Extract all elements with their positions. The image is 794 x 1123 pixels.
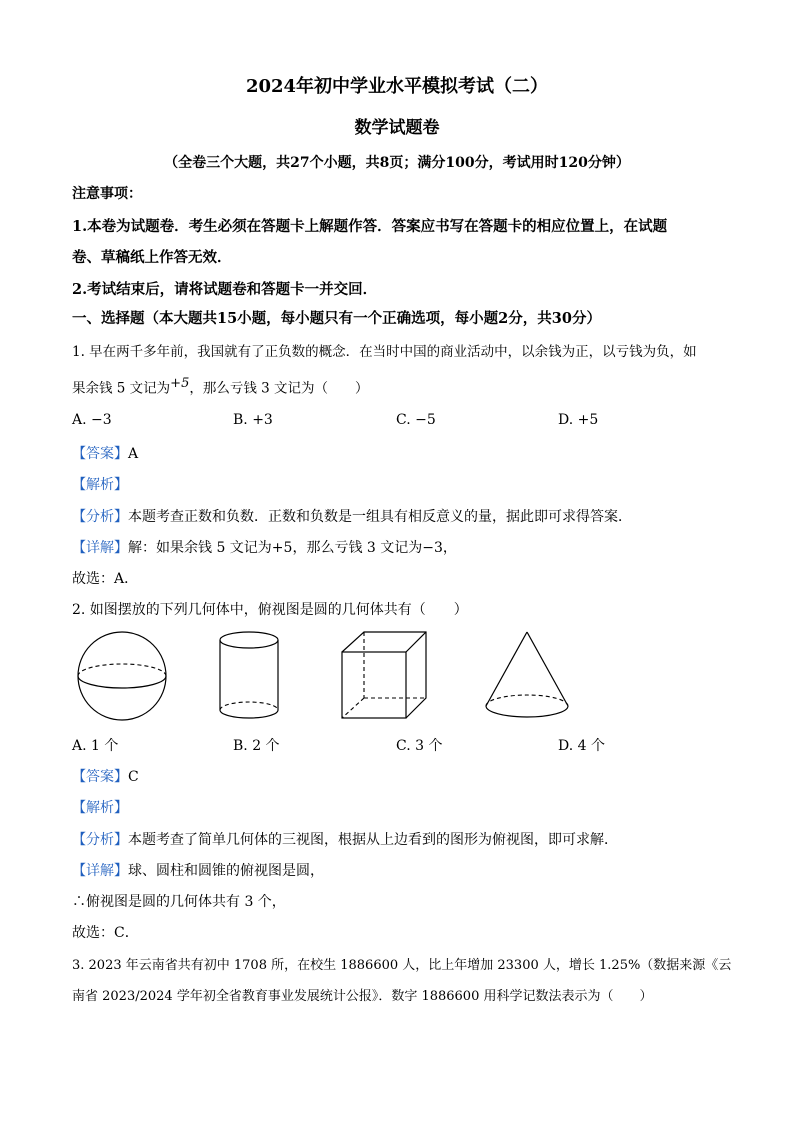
q2-fenxi: [72, 829, 618, 849]
q2-option-c: C. 3 个: [396, 738, 443, 754]
fenxi-tag: 【分析】: [72, 509, 128, 525]
q1-option-d: D. +5: [558, 412, 599, 428]
section-heading: 一、选择题（本大题共15小题，每小题只有一个正确选项，每小题2分，共30分）: [72, 310, 601, 327]
q1-stem-post: ，那么亏钱 3 文记为（ ）: [189, 380, 369, 397]
q1-option-a: A. −3: [72, 412, 112, 428]
q1-option-c: C. −5: [396, 412, 436, 428]
q2-option-d: D. 4 个: [558, 738, 605, 754]
xiangjie-tag: 【详解】: [72, 863, 128, 879]
q2-xiangjie-text: 球、圆柱和圆锥的俯视图是圆，: [128, 863, 324, 879]
notice-item-1-line-1: 1.本卷为试题卷．考生必须在答题卡上解题作答．答案应书写在答题卡的相应位置上，在试题: [72, 218, 668, 235]
page-title: 2024年初中学业水平模拟考试（二）: [245, 76, 549, 97]
q1-fenxi-text: 本题考查正数和负数．正数和负数是一组具有相反意义的量，据此即可求得答案．: [128, 509, 632, 525]
q2-answer: [72, 766, 139, 786]
q3-stem-line-2: 南省 2023/2024 学年初全省教育事业发展统计公报》．数字 1886600 用科学记数法表示为（ ）: [72, 989, 653, 1004]
page-subtitle: 数学试题卷: [354, 118, 440, 138]
q1-conclusion: 故选：A．: [72, 571, 139, 587]
xiangjie-tag: 【详解】: [72, 540, 128, 556]
notice-item-2: 2.考试结束后，请将试题卷和答题卡一并交回．: [72, 281, 378, 298]
q1-answer-value: A: [128, 446, 139, 462]
q1-stem-line-2: [72, 376, 369, 397]
cube-icon: [338, 628, 430, 724]
q2-conclusion: 故选：C．: [72, 925, 139, 941]
q2-fenxi-text: 本题考查了简单几何体的三视图，根据从上边看到的图形为俯视图，即可求解．: [128, 832, 618, 848]
cylinder-icon: [214, 630, 284, 722]
notice-item-1-line-2: 卷、草稿纸上作答无效．: [72, 249, 232, 266]
q2-option-b: B. 2 个: [233, 738, 280, 754]
q1-stem-pre: 果余钱 5 文记为: [72, 380, 171, 397]
q1-option-b: B. +3: [233, 412, 273, 428]
answer-tag: 【答案】: [72, 769, 128, 785]
q1-analysis-tag: 【解析】: [72, 477, 128, 493]
q2-therefore: ∴俯视图是圆的几何体共有 3 个，: [72, 894, 286, 910]
q2-analysis-tag: 【解析】: [72, 800, 128, 816]
q2-xiangjie: [72, 860, 324, 880]
q1-fenxi: [72, 506, 632, 526]
q2-stem: 2. 如图摆放的下列几何体中，俯视图是圆的几何体共有（ ）: [72, 602, 468, 618]
notice-heading: 注意事项：: [72, 186, 142, 202]
q2-answer-value: C: [128, 769, 139, 785]
q1-answer: [72, 443, 138, 463]
cone-icon: [482, 628, 572, 724]
exam-info: （全卷三个大题，共27个小题，共8页；满分100分，考试用时120分钟）: [164, 155, 630, 171]
fenxi-tag: 【分析】: [72, 832, 128, 848]
q1-xiangjie: [72, 537, 457, 557]
q1-xiangjie-text: 解：如果余钱 5 文记为+5，那么亏钱 3 文记为−3，: [128, 540, 457, 556]
q1-stem-line-1: 1. 早在两千多年前，我国就有了正负数的概念．在当时中国的商业活动中，以余钱为正，以亏钱为负，如: [72, 344, 697, 360]
q3-stem-line-1: 3. 2023 年云南省共有初中 1708 所，在校生 1886600 人，比上年增加 23300 人，增长 1.25%（数据来源《云: [72, 958, 732, 973]
q2-option-a: A. 1 个: [72, 738, 119, 754]
q1-math-plus5: +5: [170, 376, 190, 391]
sphere-icon: [72, 628, 172, 724]
answer-tag: 【答案】: [72, 446, 128, 462]
